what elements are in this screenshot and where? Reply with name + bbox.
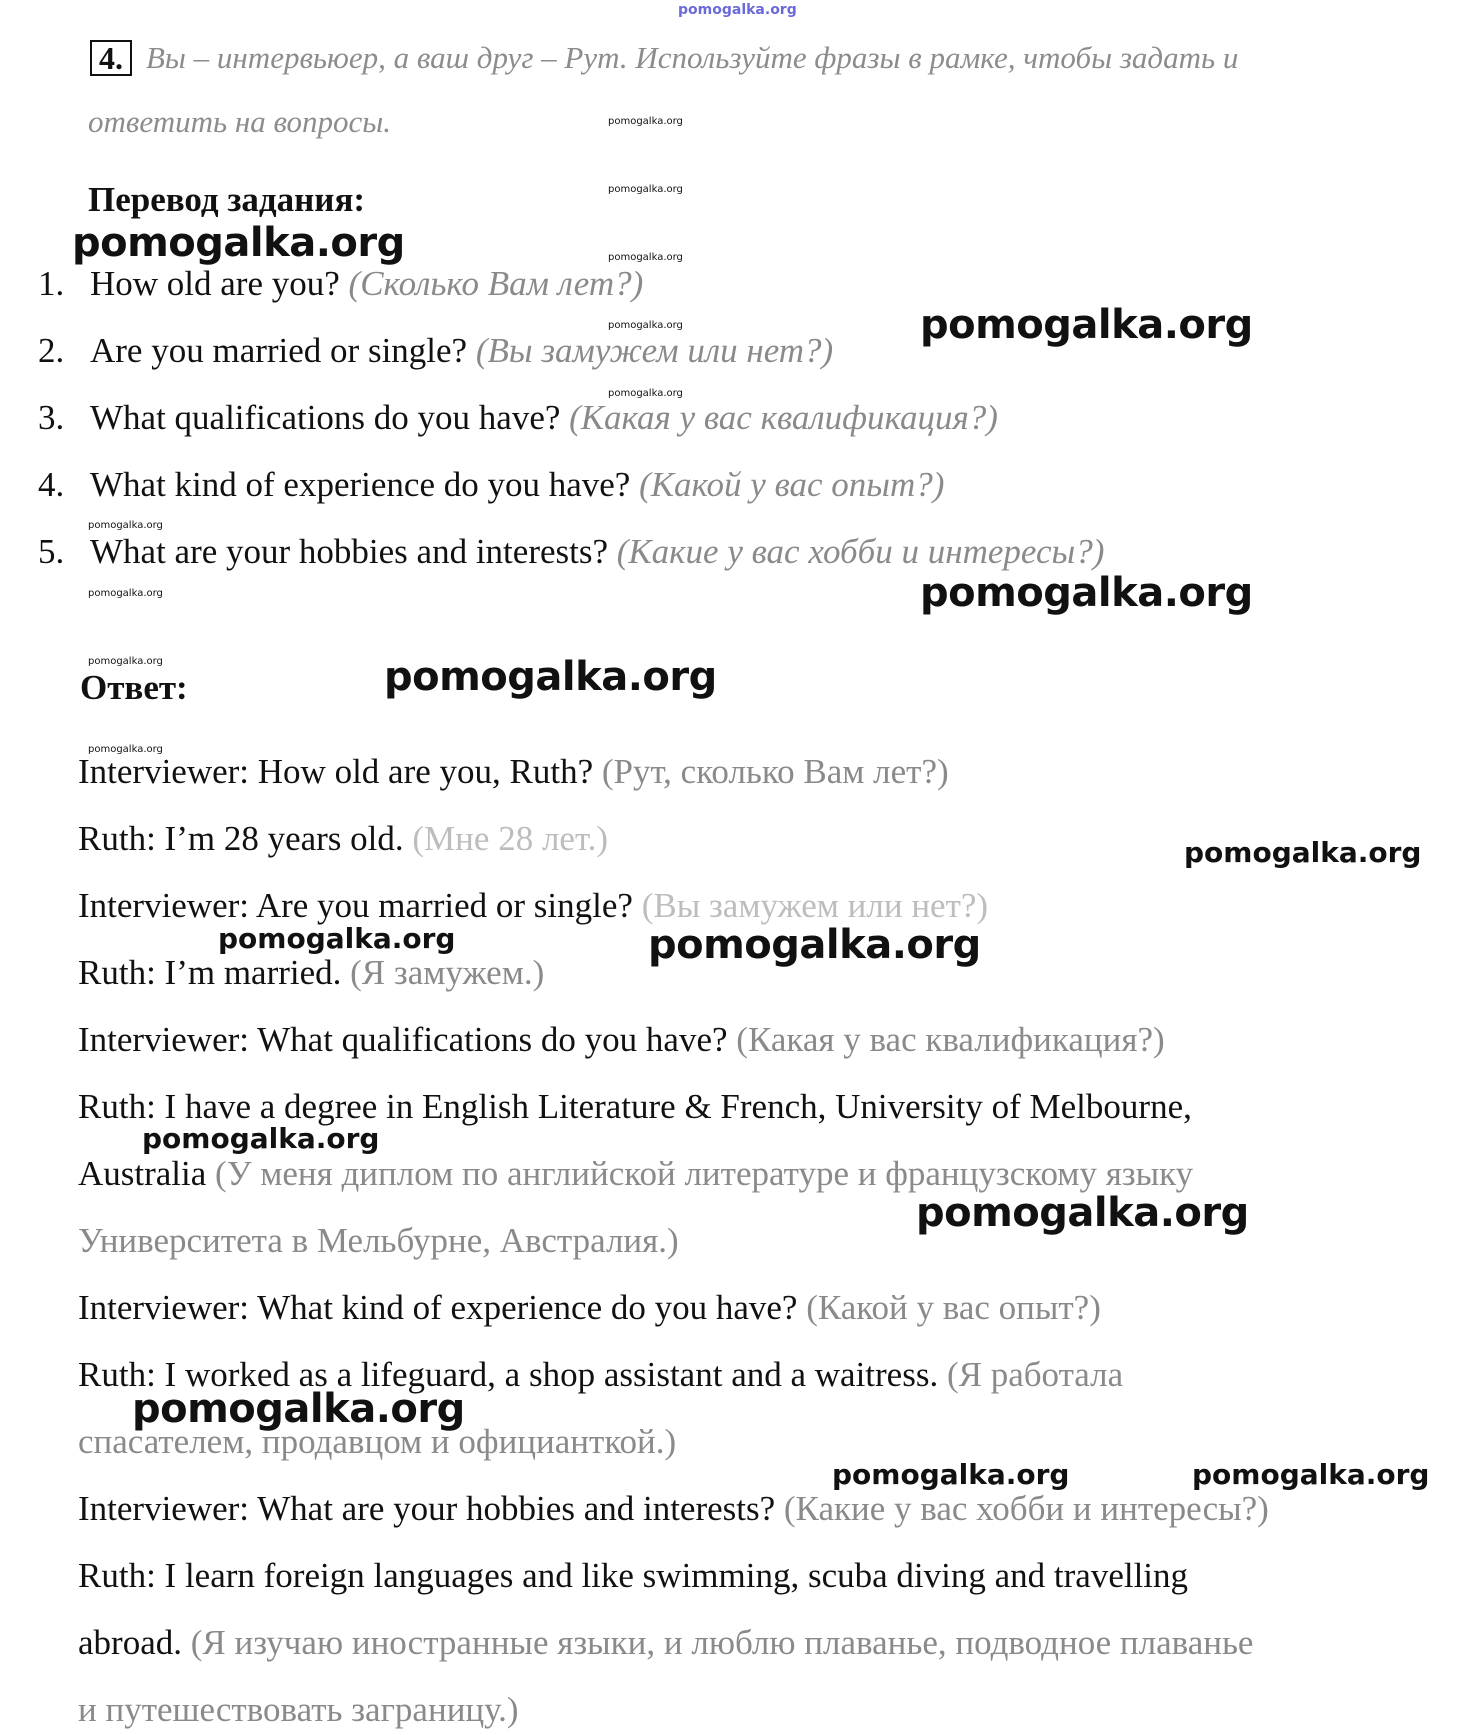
watermark-medium: pomogalka.org — [1184, 836, 1422, 869]
dialogue-en: abroad. — [78, 1623, 182, 1662]
watermark-small: pomogalka.org — [608, 116, 683, 127]
dialogue-line — [78, 1556, 1188, 1596]
question-ru: (Какой у вас опыт?) — [639, 465, 945, 504]
dialogue-line — [78, 1489, 1269, 1529]
watermark-large: pomogalka.org — [916, 1190, 1249, 1236]
question-en: What are your hobbies and interests? — [90, 532, 609, 571]
dialogue-ru: (Какая у вас квалификация?) — [736, 1020, 1165, 1059]
question-en: What kind of experience do you have? — [90, 465, 631, 504]
dialogue-ru: Университета в Мельбурне, Австралия.) — [78, 1221, 679, 1260]
dialogue-line — [78, 1087, 1192, 1127]
dialogue-ru: (Мне 28 лет.) — [412, 819, 609, 858]
question-ru: (Вы замужем или нет?) — [475, 331, 834, 370]
dialogue-ru: спасателем, продавцом и официанткой.) — [78, 1422, 677, 1461]
task-number: 4. — [90, 40, 132, 76]
question-number: 2. — [38, 331, 65, 370]
dialogue-en: Ruth: I’m married. — [78, 953, 342, 992]
watermark-large: pomogalka.org — [648, 922, 981, 968]
task-text-line1: Вы – интервьюер, а ваш друг – Рут. Используйте фразы в рамке, чтобы задать и — [146, 40, 1239, 75]
watermark-large: pomogalka.org — [384, 654, 717, 700]
dialogue-ru: и путешествовать заграницу.) — [78, 1690, 519, 1729]
watermark-medium: pomogalka.org — [832, 1458, 1070, 1491]
dialogue-en: Interviewer: Are you married or single? — [78, 886, 633, 925]
watermark-medium: pomogalka.org — [218, 922, 456, 955]
dialogue-en: Australia — [78, 1154, 207, 1193]
dialogue-line — [78, 886, 988, 926]
watermark-small: pomogalka.org — [88, 656, 163, 667]
question-ru: (Какие у вас хобби и интересы?) — [616, 532, 1105, 571]
watermark-small: pomogalka.org — [88, 588, 163, 599]
question-item — [38, 264, 643, 304]
question-number: 1. — [38, 264, 65, 303]
dialogue-line — [78, 1623, 1253, 1663]
dialogue-en: Ruth: I worked as a lifeguard, a shop assistant and a waitress. — [78, 1355, 939, 1394]
dialogue-ru: (Рут, сколько Вам лет?) — [601, 752, 949, 791]
watermark-medium: pomogalka.org — [142, 1122, 380, 1155]
question-number: 5. — [38, 532, 65, 571]
translation-heading: Перевод задания: — [88, 180, 366, 219]
dialogue-ru: (Я работала — [946, 1355, 1124, 1394]
watermark-small: pomogalka.org — [608, 320, 683, 331]
watermark-large: pomogalka.org — [920, 302, 1253, 348]
question-en: What qualifications do you have? — [90, 398, 561, 437]
watermark-large: pomogalka.org — [72, 220, 405, 266]
dialogue-line — [78, 1422, 676, 1462]
dialogue-ru: (Вы замужем или нет?) — [641, 886, 989, 925]
question-number: 3. — [38, 398, 65, 437]
dialogue-line — [78, 1154, 1193, 1194]
dialogue-line — [78, 953, 544, 993]
question-en: Are you married or single? — [90, 331, 468, 370]
dialogue-ru: (Я изучаю иностранные языки, и люблю плаванье, подводное плаванье — [190, 1623, 1254, 1662]
watermark-small: pomogalka.org — [88, 520, 163, 531]
task-text-line2: ответить на вопросы. — [88, 104, 392, 139]
watermark-small: pomogalka.org — [608, 252, 683, 263]
watermark-small: pomogalka.org — [608, 388, 683, 399]
question-item — [38, 465, 944, 505]
dialogue-ru: (У меня диплом по английской литературе и французскому языку — [215, 1154, 1194, 1193]
dialogue-en: Ruth: I’m 28 years old. — [78, 819, 404, 858]
question-ru: (Сколько Вам лет?) — [348, 264, 644, 303]
dialogue-ru: (Я замужем.) — [350, 953, 545, 992]
dialogue-en: Ruth: I have a degree in English Literature & French, University of Melbourne, — [78, 1087, 1192, 1126]
watermark-large: pomogalka.org — [920, 570, 1253, 616]
dialogue-en: Interviewer: What qualifications do you have? — [78, 1020, 728, 1059]
dialogue-en: Interviewer: What kind of experience do you have? — [78, 1288, 798, 1327]
question-item — [38, 331, 833, 371]
question-number: 4. — [38, 465, 65, 504]
dialogue-line — [78, 752, 949, 792]
dialogue-line — [78, 1020, 1165, 1060]
dialogue-ru: (Какие у вас хобби и интересы?) — [783, 1489, 1269, 1528]
dialogue-line — [78, 1221, 679, 1261]
answer-heading: Ответ: — [80, 668, 188, 707]
dialogue-en: Interviewer: What are your hobbies and interests? — [78, 1489, 776, 1528]
question-item — [38, 532, 1104, 572]
watermark-small: pomogalka.org — [88, 744, 163, 755]
watermark-top: pomogalka.org — [678, 2, 797, 18]
question-en: How old are you? — [90, 264, 340, 303]
dialogue-line — [78, 819, 608, 859]
dialogue-line — [78, 1690, 519, 1730]
dialogue-line — [78, 1288, 1101, 1328]
watermark-small: pomogalka.org — [608, 184, 683, 195]
question-item — [38, 398, 998, 438]
watermark-large: pomogalka.org — [132, 1386, 465, 1432]
dialogue-ru: (Какой у вас опыт?) — [806, 1288, 1101, 1327]
dialogue-en: Interviewer: How old are you, Ruth? — [78, 752, 594, 791]
question-ru: (Какая у вас квалификация?) — [569, 398, 998, 437]
watermark-medium: pomogalka.org — [1192, 1458, 1430, 1491]
dialogue-en: Ruth: I learn foreign languages and like swimming, scuba diving and travelling — [78, 1556, 1189, 1595]
